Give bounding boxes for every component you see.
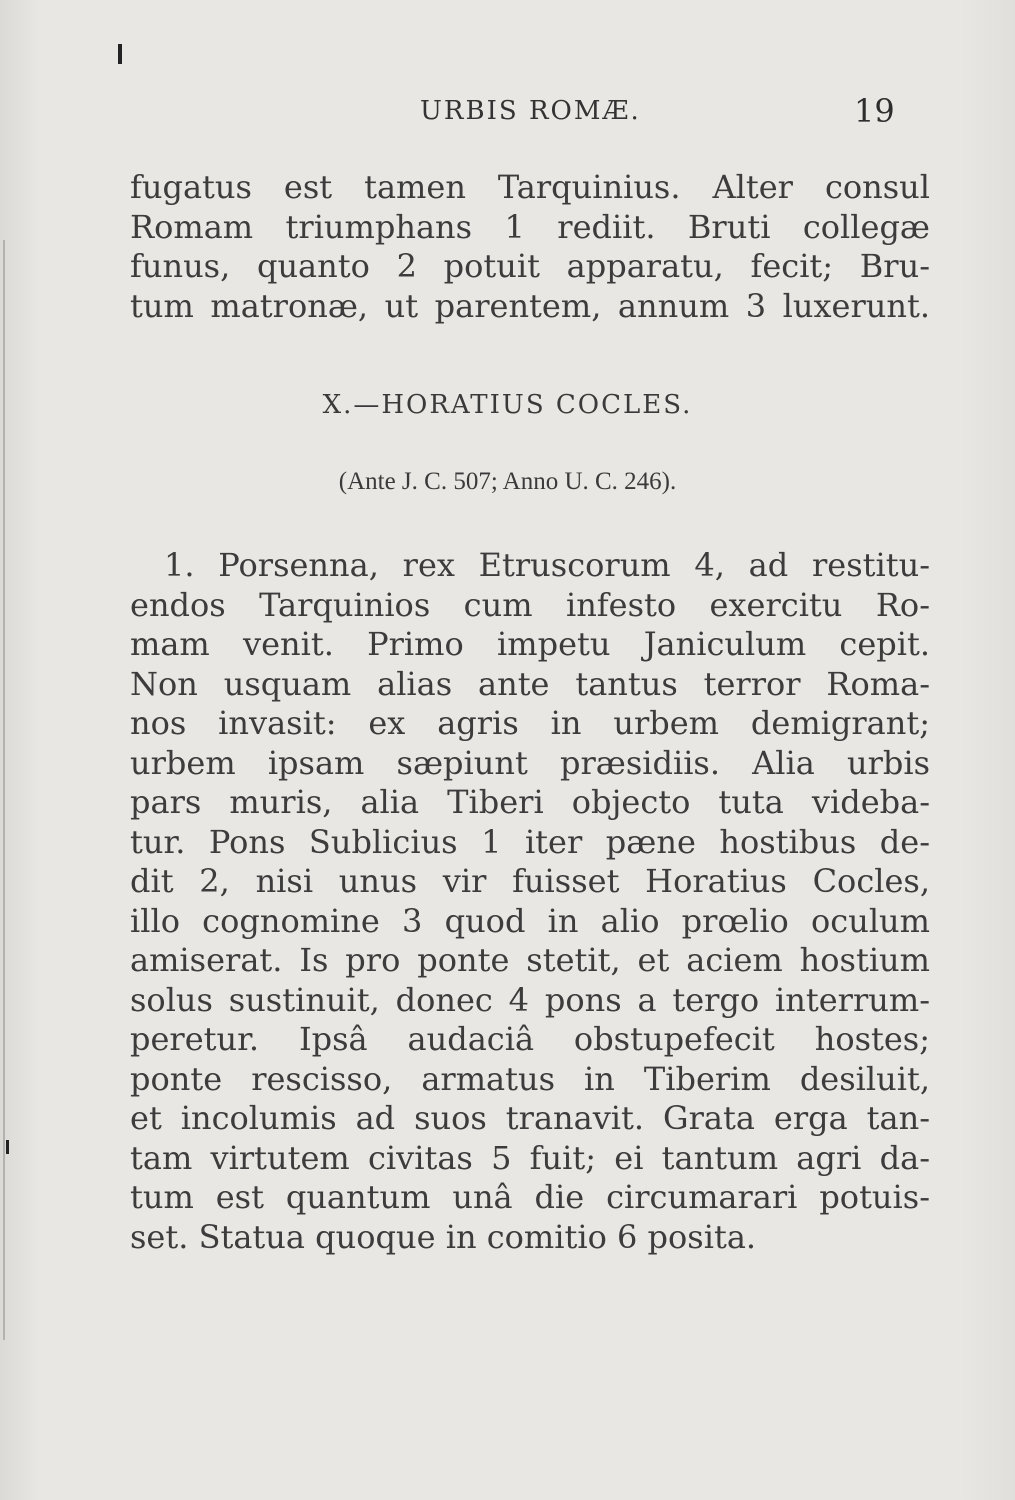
text-line: ponte rescisso, armatus in Tiberim desiluit, <box>130 1059 930 1098</box>
page-number: 19 <box>854 92 895 130</box>
section-date: (Ante J. C. 507; Anno U. C. 246). <box>338 468 677 495</box>
page-header <box>0 92 1015 136</box>
text-line: nos invasit: ex agris in urbem demigrant; <box>130 704 930 742</box>
text-line: Non usquam alias ante tantus terror Roma- <box>130 664 930 703</box>
text-line: et incolumis ad suos tranavit. Grata erga tan- <box>130 1099 930 1137</box>
ink-mark-left <box>6 1140 9 1154</box>
text-line: dit 2, nisi unus vir fuisset Horatius Cocles, <box>130 862 930 900</box>
section-title: X.—HORATIUS COCLES. <box>322 390 693 420</box>
top-passage <box>130 168 930 326</box>
text-line: illo cognomine 3 quod in alio prœlio oculum <box>130 901 930 940</box>
text-line: funus, quanto 2 potuit apparatu, fecit; Bru- <box>130 247 930 285</box>
text-line: mam venit. Primo impetu Janiculum cepit. <box>130 625 930 663</box>
text-line: tum est quantum unâ die circumarari potuis- <box>130 1178 930 1216</box>
text-line: solus sustinuit, donec 4 pons a tergo interrum- <box>130 980 930 1019</box>
text-line: pars muris, alia Tiberi objecto tuta videba- <box>130 783 930 821</box>
text-line: tum matronæ, ut parentem, annum 3 luxerunt. <box>130 286 930 325</box>
text-line: peretur. Ipsâ audaciâ obstupefecit hostes; <box>130 1020 930 1058</box>
text-line: endos Tarquinios cum infesto exercitu Ro- <box>130 585 930 624</box>
main-passage <box>130 546 930 1257</box>
text-line: tur. Pons Sublicius 1 iter pæne hostibus de- <box>130 822 930 861</box>
text-line: Romam triumphans 1 rediit. Bruti collegæ <box>130 207 930 246</box>
text-line: urbem ipsam sæpiunt præsidiis. Alia urbis <box>130 743 930 782</box>
text-line: amiserat. Is pro ponte stetit, et aciem hostium <box>130 941 930 979</box>
running-title: URBIS ROMÆ. <box>420 96 641 126</box>
text-line: tam virtutem civitas 5 fuit; ei tantum agri da- <box>130 1138 930 1177</box>
ink-mark-top-left <box>118 44 122 64</box>
text-line: 1. Porsenna, rex Etruscorum 4, ad restitu- <box>164 546 930 584</box>
text-line: set. Statua quoque in comitio 6 posita. <box>130 1217 757 1256</box>
text-line: fugatus est tamen Tarquinius. Alter consul <box>130 168 930 206</box>
